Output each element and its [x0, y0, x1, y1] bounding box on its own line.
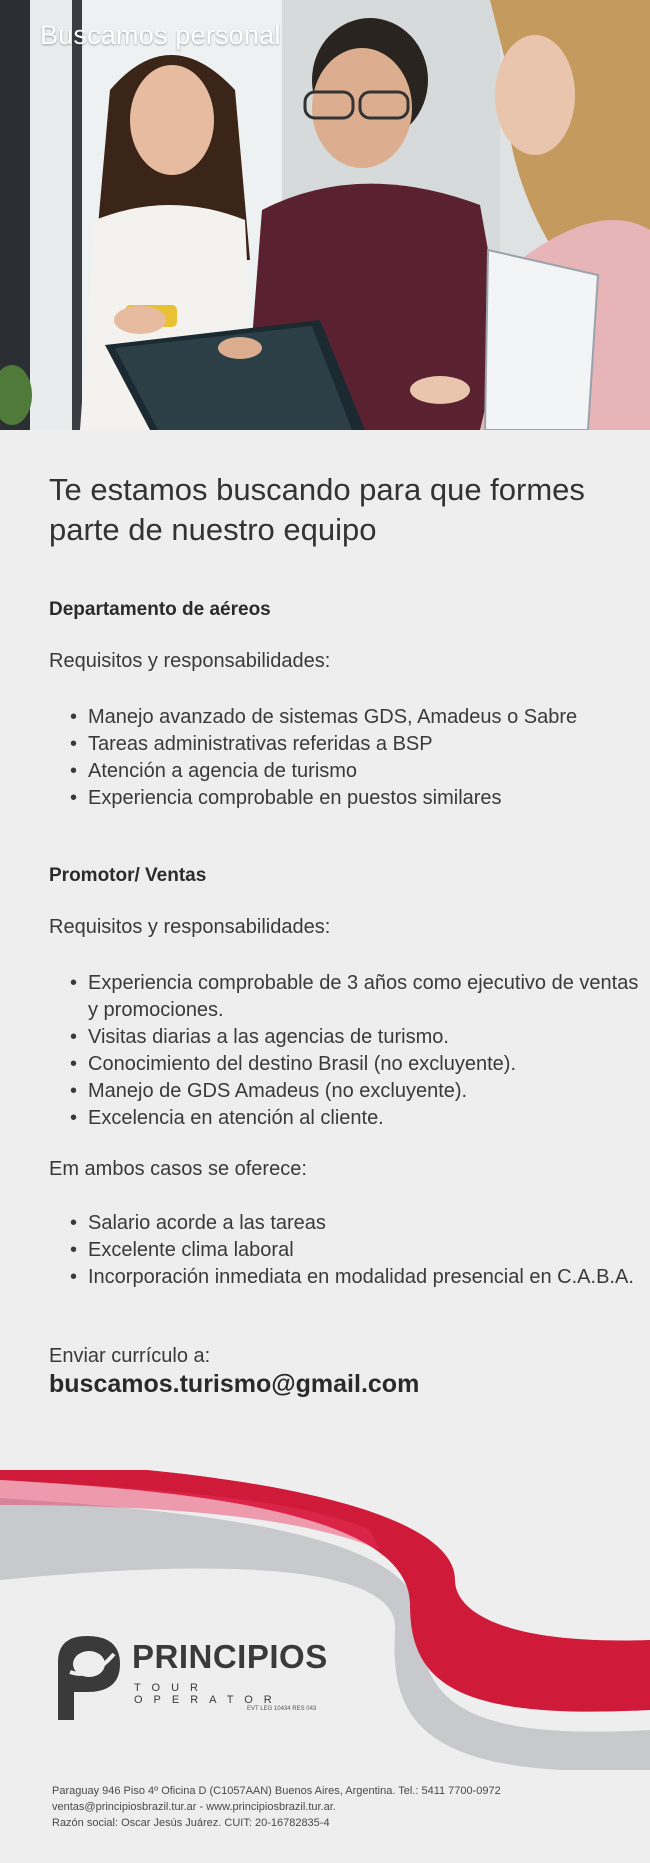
section-label-aereos: Requisitos y responsabilidades: [49, 650, 331, 672]
list-item: • Manejo avanzado de sistemas GDS, Amadeus o Sabre [88, 704, 648, 731]
list-item: • Visitas diarias a las agencias de turismo. [88, 1024, 648, 1051]
logo-subtitle: TOUR OPERATOR [134, 1682, 283, 1706]
logo-mark-icon [52, 1632, 127, 1722]
principios-logo [52, 1632, 352, 1722]
section-title-ventas: Promotor/ Ventas [49, 865, 207, 886]
team-photo-illustration [0, 0, 650, 430]
logo-license: EVT LEG 10434 RES 043 [247, 1706, 317, 1712]
offer-label: Em ambos casos se oferece: [49, 1158, 307, 1180]
requirements-list-ventas [49, 970, 648, 1132]
list-item: • Experiencia comprobable de 3 años como ejecutivo de ventas y promociones. [88, 970, 648, 1024]
logo-name: PRINCIPIOS [132, 1638, 328, 1675]
cv-label: Enviar currículo a: [49, 1345, 211, 1367]
hero-photo [0, 0, 650, 430]
ribbon-decoration [0, 1470, 650, 1770]
section-title-aereos: Departamento de aéreos [49, 599, 271, 620]
list-item: • Salario acorde a las tareas [88, 1210, 648, 1237]
list-item: • Experiencia comprobable en puestos similares [88, 785, 648, 812]
offer-list [49, 1210, 648, 1291]
hero-title: Buscamos personal [40, 20, 281, 50]
footer-address: Paraguay 946 Piso 4º Oficina D (C1057AAN) Buenos Aires, Argentina. Tel.: 5411 7700-0972 [52, 1785, 501, 1797]
footer-contact: ventas@principiosbrazil.tur.ar - www.principiosbrazil.tur.ar. [52, 1801, 336, 1813]
footer-company: Razón social: Oscar Jesús Juárez. CUIT: 20-16782835-4 [52, 1817, 330, 1829]
list-item: • Atención a agencia de turismo [88, 758, 648, 785]
list-item: • Manejo de GDS Amadeus (no excluyente). [88, 1078, 648, 1105]
list-item: • Excelencia en atención al cliente. [88, 1105, 648, 1132]
requirements-list-aereos [49, 704, 648, 812]
list-item: • Excelente clima laboral [88, 1237, 648, 1264]
section-label-ventas: Requisitos y responsabilidades: [49, 916, 331, 938]
email-link[interactable]: buscamos.turismo@gmail.com [49, 1370, 420, 1398]
footer-info [52, 1783, 612, 1831]
list-item: • Tareas administrativas referidas a BSP [88, 731, 648, 758]
list-item: • Incorporación inmediata en modalidad presencial en C.A.B.A. [88, 1264, 648, 1291]
page-headline: Te estamos buscando para que formes parte de nuestro equipo [49, 472, 585, 547]
list-item: • Conocimiento del destino Brasil (no excluyente). [88, 1051, 648, 1078]
